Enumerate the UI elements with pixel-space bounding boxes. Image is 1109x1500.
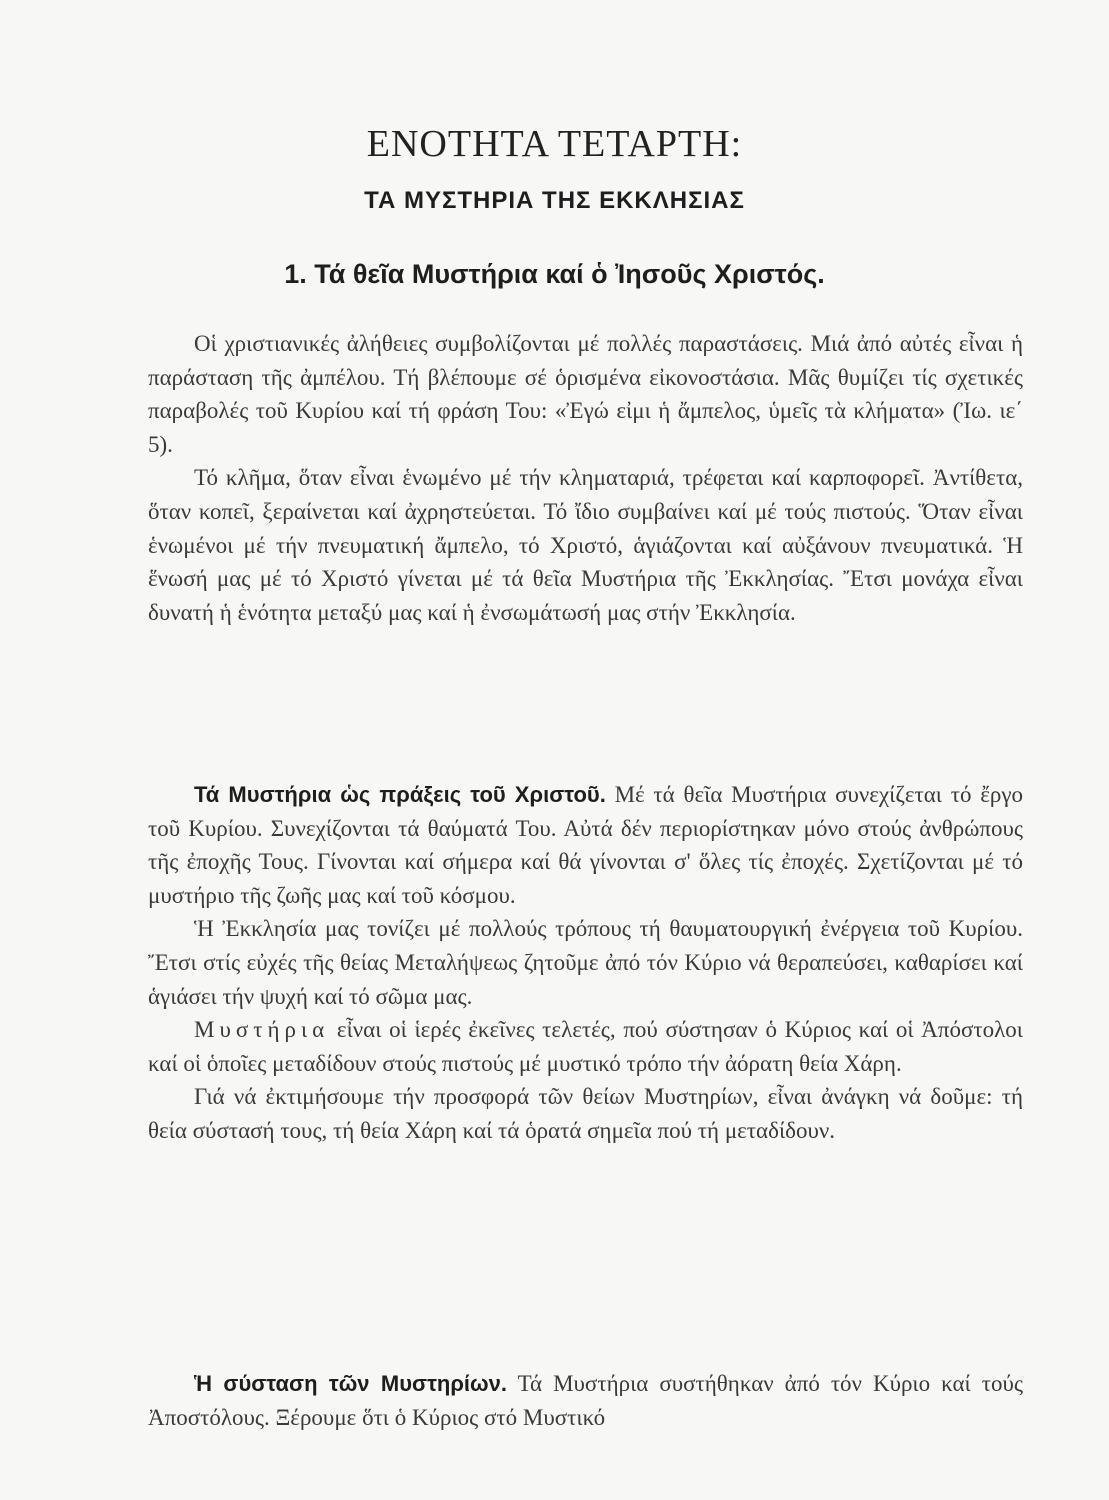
body-block-intro [148,327,1023,629]
paragraph: Ἡ Ἐκκλησία μας τονίζει μέ πολλούς τρόπους τή θαυματουργική ἐνέργεια τοῦ Κυρίου. Ἔτσι στίς εὐχές τῆς θείας Μεταλήψεως ζητοῦμε ἀπό τόν Κύριο νά θεραπεύσει, καθαρίσει καί ἁγιάσει τήν ψυχή καί τό σῶμα μας. [148,916,1023,1009]
section-heading: 1. Τά θεῖα Μυστήρια καί ὁ Ἰησοῦς Χριστός. [284,259,825,289]
paragraph-lead: Τά Μυστήρια ὡς πράξεις τοῦ Χριστοῦ. [194,782,606,807]
paragraph-text: εἶναι οἱ ἱερές ἐκεῖνες τελετές, πού σύστησαν ὁ Κύριος καί οἱ Ἀπόστολοι καί οἱ ὁποῖες μεταδίδουν στούς πιστούς μέ μυστικό τρόπο τήν ἀόρατη θεία Χάρη. [148,1017,1023,1076]
paragraph: Γιά νά ἐκτιμήσουμε τήν προσφορά τῶν θείων Μυστηρίων, εἶναι ἀνάγκη νά δοῦμε: τή θεία σύστασή τους, τή θεία Χάρη καί τά ὁρατά σημεῖα πού τή μεταδίδουν. [148,1084,1023,1143]
paragraph-text: Τά Μυστήρια συστήθηκαν ἀπό τόν Κύριο καί τούς Ἀποστόλους. Ξέρουμε ὅτι ὁ Κύριος στό Μυστικό [148,1371,1023,1430]
paragraph-lead: Ἡ σύσταση τῶν Μυστηρίων. [194,1371,507,1396]
paragraph [148,1013,1023,1080]
paragraph-text: Μέ τά θεῖα Μυστήρια συνεχίζεται τό ἔργο τοῦ Κυρίου. Συνεχίζονται τά θαύματά Του. Αὐτά δέν περιορίστηκαν μόνο στούς ἀνθρώπους τῆς ἐποχῆς Τους. Γίνονται καί σήμερα καί θά γίνονται σ' ὅλες τίς ἐποχές. Σχετίζονται μέ τό μυστήριο τῆς ζωῆς μας καί τοῦ κόσμου. [148,782,1024,908]
unit-title: ΕΝΟΤΗΤΑ ΤΕΤΑΡΤΗ: [366,123,743,165]
paragraph: Οἱ χριστιανικές ἀλήθειες συμβολίζονται μέ πολλές παραστάσεις. Μιά ἀπό αὐτές εἶναι ἡ παράσταση τῆς ἀμπέλου. Τή βλέπουμε σέ ὁρισμένα εἰκονοστάσια. Μᾶς θυμίζει τίς σχετικές παραβολές τοῦ Κυρίου καί τή φράση Του: «Ἐγώ εἰμι ἡ ἄμπελος, ὑμεῖς τὰ κλήματα» (Ἰω. ιε΄ 5). [148,331,1023,457]
unit-subtitle: ΤΑ ΜΥΣΤΗΡΙΑ ΤΗΣ ΕΚΚΛΗΣΙΑΣ [364,187,745,214]
body-block-institution [148,1367,1023,1434]
paragraph: Τό κλῆμα, ὅταν εἶναι ἑνωμένο μέ τήν κληματαριά, τρέφεται καί καρποφορεῖ. Ἀντίθετα, ὅταν κοπεῖ, ξεραίνεται καί ἀχρηστεύεται. Τό ἴδιο συμβαίνει καί μέ τούς πιστούς. Ὅταν εἶναι ἑνωμένοι μέ τήν πνευματική ἄμπελο, τό Χριστό, ἁγιάζονται καί αὐξάνουν πνευματικά. Ἡ ἕνωσή μας μέ τό Χριστό γίνεται μέ τά θεῖα Μυστήρια τῆς Ἐκκλησίας. Ἔτσι μονάχα εἶναι δυνατή ἡ ἑνότητα μεταξύ μας καί ἡ ἐνσωμάτωσή μας στήν Ἐκκλησία. [148,465,1023,625]
paragraph [148,1367,1023,1434]
paragraph-term: Μυστήρια [194,1017,330,1043]
paragraph [148,778,1023,912]
body-block-sacraments [148,778,1023,1148]
